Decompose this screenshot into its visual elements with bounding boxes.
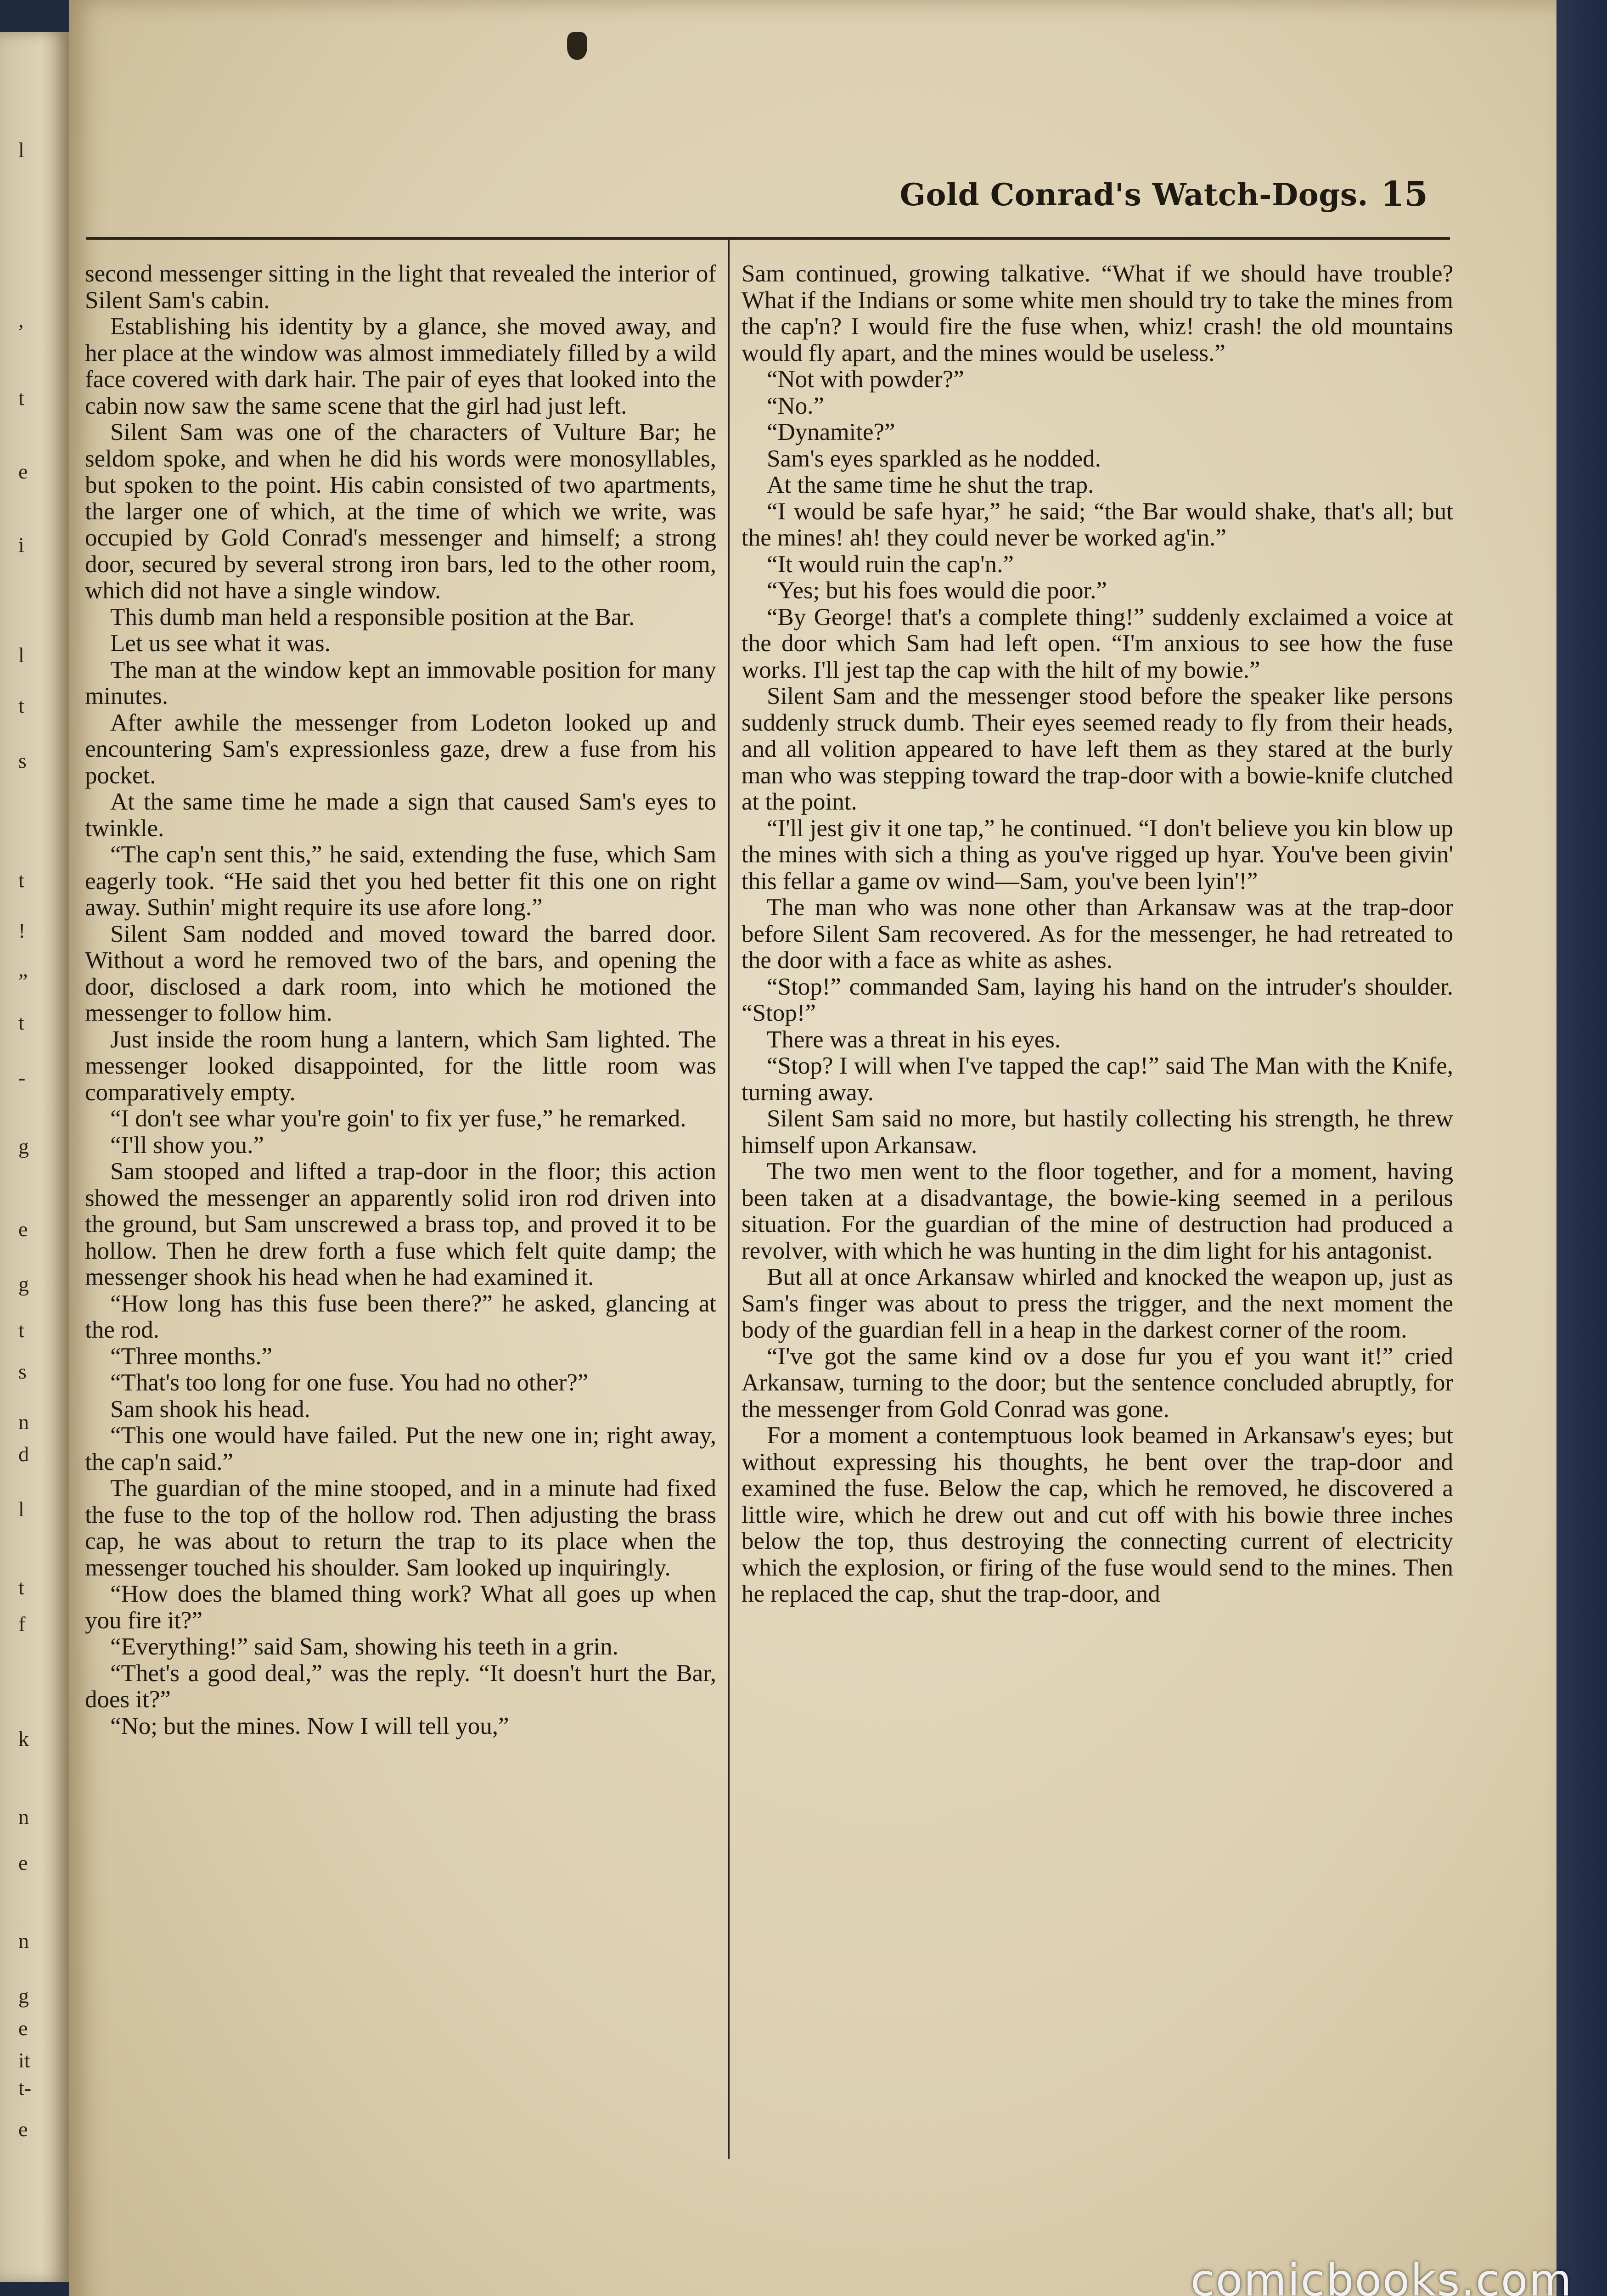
paragraph: “Everything!” said Sam, showing his teeth in a grin. [110,1633,618,1660]
previous-page-text-fragment: t [18,386,24,410]
left-column [85,261,716,2180]
paragraph: “Stop? I will when I've tapped the cap!” said The Man with the Knife, turning away. [742,1052,1453,1106]
previous-page-text-fragment: e [18,460,28,483]
paragraph: “I'll jest giv it one tap,” he continued. “I don't believe you kin blow up the mines with sich a thing as you've rigged up hyar. You've been givin' this fellar a game ov wind—Sam, you've been lyin'!” [742,815,1453,895]
previous-page-text-fragment: s [18,1360,27,1383]
paragraph: “I've got the same kind ov a dose fur you ef you want it!” cried Arkansaw, turning to the door; but the sentence concluded abruptly, for the messenger from Gold Conrad was gone. [742,1343,1453,1423]
paragraph: Silent Sam was one of the characters of Vulture Bar; he seldom spoke, and when he did his words were monosyllables, but spoken to the point. His cabin consisted of two apartments, the larger one of which, at the time of which we write, was occupied by Gold Conrad's messenger and himself; a strong door, secured by several strong iron bars, led to the other room, which did not have a single window. [85,419,716,604]
page-number: 15 [1381,174,1428,214]
paragraph: After awhile the messenger from Lodeton looked up and encountering Sam's expressionless gaze, drew a fuse from his pocket. [85,709,716,789]
previous-page-text-fragment: g [18,1272,29,1296]
paragraph: “No.” [767,392,825,419]
paragraph: “No; but the mines. Now I will tell you,” [110,1712,509,1739]
watermark: comicbooks.com [1190,2255,1573,2296]
paragraph: “It would ruin the cap'n.” [767,551,1014,578]
binding-mark [567,32,587,60]
previous-page-text-fragment: t [18,1318,24,1342]
paragraph: Silent Sam said no more, but hastily collecting his strength, he threw himself upon Arkansaw. [742,1105,1453,1159]
header-rule [86,237,1450,240]
paragraph: The two men went to the floor together, and for a moment, having been taken at a disadvantage, the bowie-king seemed in a perilous situation. For the guardian of the mine of destruction had produced a revolver, with which he was hunting in the dim light for his antagonist. [742,1158,1453,1264]
paragraph: “Stop!” commanded Sam, laying his hand on the intruder's shoulder. “Stop!” [742,973,1453,1026]
paragraph: second messenger sitting in the light that revealed the interior of Silent Sam's cabin. [85,260,716,314]
previous-page-text-fragment: f [18,1612,26,1636]
paragraph: At the same time he made a sign that caused Sam's eyes to twinkle. [85,788,716,842]
paragraph: Just inside the room hung a lantern, which Sam lighted. The messenger looked disappointed, for the little room was comparatively empty. [85,1026,716,1106]
paragraph: “How long has this fuse been there?” he asked, glancing at the rod. [85,1290,716,1343]
previous-page-text-fragment: t [18,1011,24,1034]
previous-page-text-fragment: t- [18,2076,32,2099]
previous-page-text-fragment: - [18,1066,26,1089]
previous-page-text-fragment: it [18,2048,30,2072]
previous-page-text-fragment: l [18,1497,24,1521]
paragraph: “The cap'n sent this,” he said, extending the fuse, which Sam eagerly took. “He said thet you hed better fit this one on right away. Suthin' might require its use afore long.” [85,841,716,921]
paragraph: Silent Sam and the messenger stood before the speaker like persons suddenly struck dumb. Their eyes seemed ready to fly from their heads, and all volition appeared to have left them as they stared at the burly man who was stepping toward the trap-door with a bowie-knife clutched at the point. [742,683,1453,815]
previous-page-text-fragment: k [18,1727,29,1750]
paragraph: For a moment a contemptuous look beamed in Arkansaw's eyes; but without expressing his thoughts, he bent over the trap-door and examined the fuse. Below the cap, which he removed, he discovered a little wire, which he drew out and cut off with his bowie three inches below the top, thus destroying the connecting current of electricity which the explosion, or firing of the fuse would send to the mines. Then he replaced the cap, shut the trap-door, and [742,1422,1453,1607]
paragraph: “I'll show you.” [110,1131,264,1159]
column-divider [728,240,730,2159]
paragraph: The man who was none other than Arkansaw was at the trap-door before Silent Sam recovered. As for the messenger, he had retreated to the door with a face as white as ashes. [742,894,1453,974]
previous-page-text-fragment: ! [18,919,26,942]
paragraph: “Yes; but his foes would die poor.” [767,577,1107,604]
scan-background-right [1556,0,1607,2296]
paragraph: “Thet's a good deal,” was the reply. “It doesn't hurt the Bar, does it?” [85,1660,716,1713]
previous-page-text-fragment: , [18,308,24,332]
previous-page-text-fragment: d [18,1442,29,1466]
paragraph: “I don't see whar you're goin' to fix yer fuse,” he remarked. [110,1105,686,1132]
previous-page-text-fragment: n [18,1929,29,1953]
paragraph: Sam continued, growing talkative. “What if we should have trouble? What if the Indians or some white men should try to take the mines from the cap'n? I would fire the fuse when, whiz! crash! the old mountains would fly apart, and the mines would be useless.” [742,260,1453,366]
previous-page-text-fragment: e [18,2117,28,2141]
previous-page-text-fragment: g [18,1135,29,1158]
paragraph: Sam's eyes sparkled as he nodded. [767,445,1101,472]
previous-page-text-fragment: g [18,1984,29,2008]
previous-page-text-fragment: t [18,868,24,892]
previous-page-text-fragment: n [18,1410,29,1434]
paragraph: “That's too long for one fuse. You had no other?” [110,1369,589,1396]
previous-page-text-fragment: t [18,1576,24,1599]
paragraph: Silent Sam nodded and moved toward the barred door. Without a word he removed two of the bars, and opening the door, disclosed a dark room, into which he motioned the messenger to follow him. [85,920,716,1026]
magazine-page [69,0,1556,2296]
previous-page-text-fragment: e [18,1217,28,1241]
paragraph: But all at once Arkansaw whirled and knocked the weapon up, just as Sam's finger was about to press the trigger, and the next moment the body of the guardian fell in a heap in the darkest corner of the room. [742,1264,1453,1343]
paragraph: Establishing his identity by a glance, she moved away, and her place at the window was almost immediately filled by a wild face covered with dark hair. The pair of eyes that looked into the cabin now saw the same scene that the girl had just left. [85,313,716,419]
previous-page-text-fragment: ” [18,969,28,993]
paragraph: “By George! that's a complete thing!” suddenly exclaimed a voice at the door which Sam had left open. “I'm anxious to see how the fuse works. I'll jest tap the cap with the hilt of my bowie.” [742,603,1453,683]
previous-page-text-fragment: t [18,694,24,717]
previous-page-text-fragment: n [18,1805,29,1829]
paragraph: Sam shook his head. [110,1396,310,1423]
paragraph: “How does the blamed thing work? What all goes up when you fire it?” [85,1581,716,1634]
previous-page-text-fragment: e [18,2016,28,2040]
previous-page-text-fragment: i [18,533,24,557]
previous-page-edge [0,32,69,2282]
paragraph: The man at the window kept an immovable position for many minutes. [85,656,716,709]
paragraph: “Three months.” [110,1343,273,1370]
paragraph: “Dynamite?” [767,419,895,445]
paragraph: At the same time he shut the trap. [767,472,1094,498]
previous-page-text-fragment: l [18,138,24,162]
previous-page-text-fragment: s [18,749,27,772]
paragraph: “I would be safe hyar,” he said; “the Bar would shake, that's all; but the mines! ah! they could never be worked ag'in.” [742,498,1453,551]
paragraph: The guardian of the mine stooped, and in a minute had fixed the fuse to the top of the hollow rod. Then adjusting the brass cap, he was about to return the trap to its place when the messenger touched his shoulder. Sam looked up inquiringly. [85,1475,716,1581]
paragraph: “This one would have failed. Put the new one in; right away, the cap'n said.” [85,1422,716,1475]
paragraph: There was a threat in his eyes. [767,1026,1061,1053]
previous-page-text-fragment: l [18,643,24,667]
paragraph: “Not with powder?” [767,366,964,393]
right-column [742,261,1453,2180]
paragraph: Let us see what it was. [110,630,331,657]
paragraph: This dumb man held a responsible position at the Bar. [110,603,635,630]
running-title: Gold Conrad's Watch-Dogs. [899,177,1368,213]
previous-page-text-fragment: e [18,1851,28,1874]
paragraph: Sam stooped and lifted a trap-door in the floor; this action showed the messenger an apparently solid iron rod driven into the ground, but Sam unscrewed a brass top, and proved it to be hollow. Then he drew forth a fuse which felt quite damp; the messenger shook his head when he had examined it. [85,1158,716,1290]
